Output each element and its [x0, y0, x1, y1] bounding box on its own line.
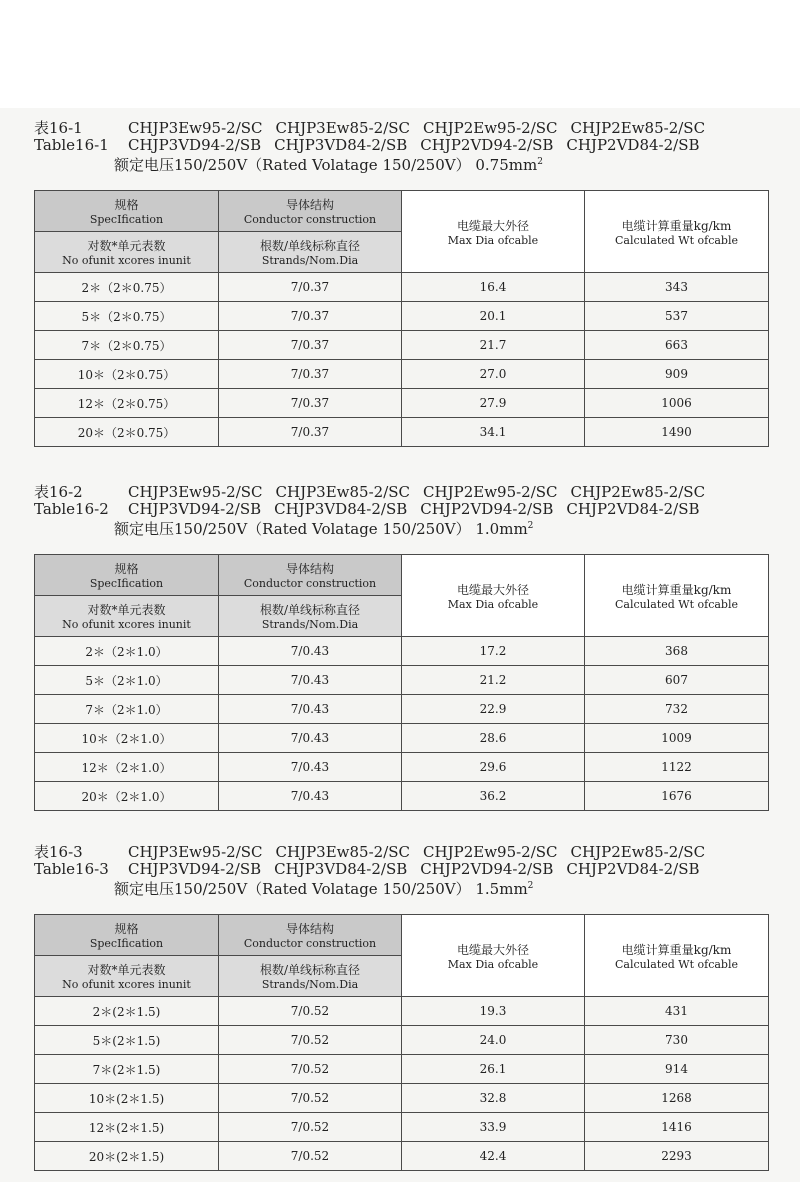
cell-cond: 7/0.43 — [219, 637, 402, 666]
cell-wt: 431 — [585, 997, 769, 1026]
header-conductor: 导体结构 Conductor construction — [219, 915, 402, 956]
cell-dia: 24.0 — [402, 1026, 585, 1055]
cell-spec: 12＊(2＊1.5) — [35, 1113, 219, 1142]
cell-wt: 607 — [585, 666, 769, 695]
cell-cond: 7/0.37 — [219, 360, 402, 389]
rated-voltage: 额定电压150/250V（Rated Volatage 150/250V） $1.0mm^2$ — [114, 520, 534, 538]
cell-dia: 34.1 — [402, 418, 585, 447]
model-code: CHJP3Ew85-2/SC — [275, 483, 411, 501]
model-code: CHJP3Ew95-2/SC — [128, 119, 263, 137]
cell-dia: 21.7 — [402, 331, 585, 360]
cell-spec: 2＊（2＊1.0） — [35, 637, 219, 666]
header-unit-count: 对数*单元表数 No ofunit xcores inunit — [35, 596, 219, 637]
cell-dia: 28.6 — [402, 724, 585, 753]
header-conductor: 导体结构 Conductor construction — [219, 555, 402, 596]
table-row — [35, 273, 769, 302]
model-code: CHJP3Ew85-2/SC — [275, 843, 411, 861]
table-row — [35, 782, 769, 811]
cell-dia: 21.2 — [402, 666, 585, 695]
header-max-dia: 电缆最大外径 Max Dia ofcable — [402, 915, 585, 997]
table-section-1 — [34, 120, 768, 447]
cell-dia: 36.2 — [402, 782, 585, 811]
cell-cond: 7/0.43 — [219, 666, 402, 695]
cell-dia: 20.1 — [402, 302, 585, 331]
cell-cond: 7/0.43 — [219, 753, 402, 782]
model-code: CHJP3VD94-2/SB — [128, 136, 262, 154]
table-row — [35, 1142, 769, 1171]
table-row — [35, 666, 769, 695]
header-weight: 电缆计算重量kg/km Calculated Wt ofcable — [585, 555, 769, 637]
cell-spec: 10＊（2＊1.0） — [35, 724, 219, 753]
cell-spec: 10＊(2＊1.5) — [35, 1084, 219, 1113]
cell-cond: 7/0.52 — [219, 1084, 402, 1113]
cell-cond: 7/0.52 — [219, 1113, 402, 1142]
model-code: CHJP2Ew85-2/SC — [570, 843, 706, 861]
cell-spec: 7＊（2＊0.75） — [35, 331, 219, 360]
table-row — [35, 418, 769, 447]
cell-wt: 732 — [585, 695, 769, 724]
cell-wt: 2293 — [585, 1142, 769, 1171]
cell-wt: 537 — [585, 302, 769, 331]
header-spec: 规格 SpecIfication — [35, 555, 219, 596]
rated-voltage: 额定电压150/250V（Rated Volatage 150/250V） $0.75mm^2$ — [114, 156, 543, 174]
table-row — [35, 389, 769, 418]
header-weight: 电缆计算重量kg/km Calculated Wt ofcable — [585, 915, 769, 997]
model-code: CHJP2VD84-2/SB — [566, 860, 700, 878]
header-max-dia: 电缆最大外径 Max Dia ofcable — [402, 191, 585, 273]
model-list-1 — [128, 483, 718, 501]
table-row — [35, 724, 769, 753]
model-code: CHJP3VD84-2/SB — [274, 500, 408, 518]
cell-wt: 1676 — [585, 782, 769, 811]
cell-spec: 20＊（2＊1.0） — [35, 782, 219, 811]
caption-line-en — [34, 501, 713, 518]
cell-wt: 368 — [585, 637, 769, 666]
table-row — [35, 331, 769, 360]
header-strands: 根数/单线标称直径 Strands/Nom.Dia — [219, 596, 402, 637]
cell-spec: 7＊（2＊1.0） — [35, 695, 219, 724]
cell-cond: 7/0.43 — [219, 695, 402, 724]
cell-cond: 7/0.43 — [219, 782, 402, 811]
model-code: CHJP2Ew85-2/SC — [570, 119, 706, 137]
header-max-dia: 电缆最大外径 Max Dia ofcable — [402, 555, 585, 637]
cell-dia: 42.4 — [402, 1142, 585, 1171]
cell-wt: 909 — [585, 360, 769, 389]
cell-dia: 33.9 — [402, 1113, 585, 1142]
caption-line-en — [34, 861, 713, 878]
model-code: CHJP2Ew85-2/SC — [570, 483, 706, 501]
cell-dia: 26.1 — [402, 1055, 585, 1084]
cell-wt: 663 — [585, 331, 769, 360]
cell-spec: 20＊(2＊1.5) — [35, 1142, 219, 1171]
table-label-en: Table16-2 — [34, 500, 109, 518]
model-code: CHJP2Ew95-2/SC — [423, 483, 558, 501]
cell-cond: 7/0.37 — [219, 331, 402, 360]
table-body — [35, 637, 769, 811]
model-list-1 — [128, 843, 718, 861]
table-row — [35, 1084, 769, 1113]
header-strands: 根数/单线标称直径 Strands/Nom.Dia — [219, 232, 402, 273]
cell-spec: 20＊（2＊0.75） — [35, 418, 219, 447]
table-label-en: Table16-1 — [34, 136, 109, 154]
model-code: CHJP3VD94-2/SB — [128, 860, 262, 878]
cell-wt: 1268 — [585, 1084, 769, 1113]
cell-wt: 914 — [585, 1055, 769, 1084]
model-code: CHJP2VD94-2/SB — [420, 136, 554, 154]
table-row — [35, 302, 769, 331]
cell-spec: 10＊（2＊0.75） — [35, 360, 219, 389]
cell-cond: 7/0.43 — [219, 724, 402, 753]
cell-cond: 7/0.52 — [219, 1055, 402, 1084]
model-code: CHJP2Ew95-2/SC — [423, 843, 558, 861]
cell-spec: 2＊(2＊1.5) — [35, 997, 219, 1026]
table-row — [35, 1026, 769, 1055]
spec-table — [34, 554, 769, 811]
model-code: CHJP2VD84-2/SB — [566, 136, 700, 154]
cell-cond: 7/0.37 — [219, 418, 402, 447]
cell-dia: 32.8 — [402, 1084, 585, 1113]
table-row — [35, 637, 769, 666]
header-strands: 根数/单线标称直径 Strands/Nom.Dia — [219, 956, 402, 997]
model-code: CHJP3VD94-2/SB — [128, 500, 262, 518]
rated-voltage: 额定电压150/250V（Rated Volatage 150/250V） $1.5mm^2$ — [114, 880, 534, 898]
table-row — [35, 695, 769, 724]
cell-cond: 7/0.37 — [219, 389, 402, 418]
cell-cond: 7/0.52 — [219, 1142, 402, 1171]
cell-spec: 2＊（2＊0.75） — [35, 273, 219, 302]
table-section-2 — [34, 484, 768, 811]
cell-spec: 7＊(2＊1.5) — [35, 1055, 219, 1084]
table-label-cn: 表16-3 — [34, 843, 83, 861]
table-section-3 — [34, 844, 768, 1171]
cell-wt: 343 — [585, 273, 769, 302]
model-code: CHJP2VD84-2/SB — [566, 500, 700, 518]
table-body — [35, 273, 769, 447]
header-conductor: 导体结构 Conductor construction — [219, 191, 402, 232]
cell-dia: 29.6 — [402, 753, 585, 782]
cell-cond: 7/0.37 — [219, 302, 402, 331]
table-row — [35, 360, 769, 389]
cell-cond: 7/0.52 — [219, 997, 402, 1026]
caption-line-cn — [34, 120, 718, 137]
cell-cond: 7/0.37 — [219, 273, 402, 302]
cell-dia: 27.0 — [402, 360, 585, 389]
caption-line-en — [34, 137, 713, 154]
model-code: CHJP3VD84-2/SB — [274, 136, 408, 154]
cell-cond: 7/0.52 — [219, 1026, 402, 1055]
cell-dia: 19.3 — [402, 997, 585, 1026]
model-code: CHJP3VD84-2/SB — [274, 860, 408, 878]
cell-dia: 27.9 — [402, 389, 585, 418]
cell-dia: 22.9 — [402, 695, 585, 724]
table-caption — [34, 484, 768, 554]
model-code: CHJP3Ew85-2/SC — [275, 119, 411, 137]
cell-wt: 1009 — [585, 724, 769, 753]
table-label-cn: 表16-2 — [34, 483, 83, 501]
table-caption — [34, 844, 768, 914]
table-row — [35, 1055, 769, 1084]
cell-wt: 730 — [585, 1026, 769, 1055]
cell-spec: 12＊（2＊0.75） — [35, 389, 219, 418]
model-code: CHJP3Ew95-2/SC — [128, 843, 263, 861]
cell-wt: 1122 — [585, 753, 769, 782]
table-label-cn: 表16-1 — [34, 119, 83, 137]
table-caption — [34, 120, 768, 190]
model-list-2 — [128, 136, 713, 154]
header-unit-count: 对数*单元表数 No ofunit xcores inunit — [35, 956, 219, 997]
table-row — [35, 997, 769, 1026]
model-list-2 — [128, 860, 713, 878]
spec-table — [34, 190, 769, 447]
header-unit-count: 对数*单元表数 No ofunit xcores inunit — [35, 232, 219, 273]
cell-wt: 1490 — [585, 418, 769, 447]
cell-spec: 12＊（2＊1.0） — [35, 753, 219, 782]
top-margin — [0, 0, 800, 108]
model-code: CHJP2VD94-2/SB — [420, 860, 554, 878]
cell-dia: 16.4 — [402, 273, 585, 302]
cell-wt: 1416 — [585, 1113, 769, 1142]
table-row — [35, 1113, 769, 1142]
model-list-2 — [128, 500, 713, 518]
model-code: CHJP2VD94-2/SB — [420, 500, 554, 518]
cell-spec: 5＊（2＊1.0） — [35, 666, 219, 695]
header-weight: 电缆计算重量kg/km Calculated Wt ofcable — [585, 191, 769, 273]
spec-table — [34, 914, 769, 1171]
table-row — [35, 753, 769, 782]
cell-wt: 1006 — [585, 389, 769, 418]
table-body — [35, 997, 769, 1171]
header-spec: 规格 SpecIfication — [35, 915, 219, 956]
cell-spec: 5＊（2＊0.75） — [35, 302, 219, 331]
caption-line-cn — [34, 484, 718, 501]
model-code: CHJP2Ew95-2/SC — [423, 119, 558, 137]
model-code: CHJP3Ew95-2/SC — [128, 483, 263, 501]
table-label-en: Table16-3 — [34, 860, 109, 878]
model-list-1 — [128, 119, 718, 137]
caption-line-cn — [34, 844, 718, 861]
cell-spec: 5＊(2＊1.5) — [35, 1026, 219, 1055]
header-spec: 规格 SpecIfication — [35, 191, 219, 232]
cell-dia: 17.2 — [402, 637, 585, 666]
